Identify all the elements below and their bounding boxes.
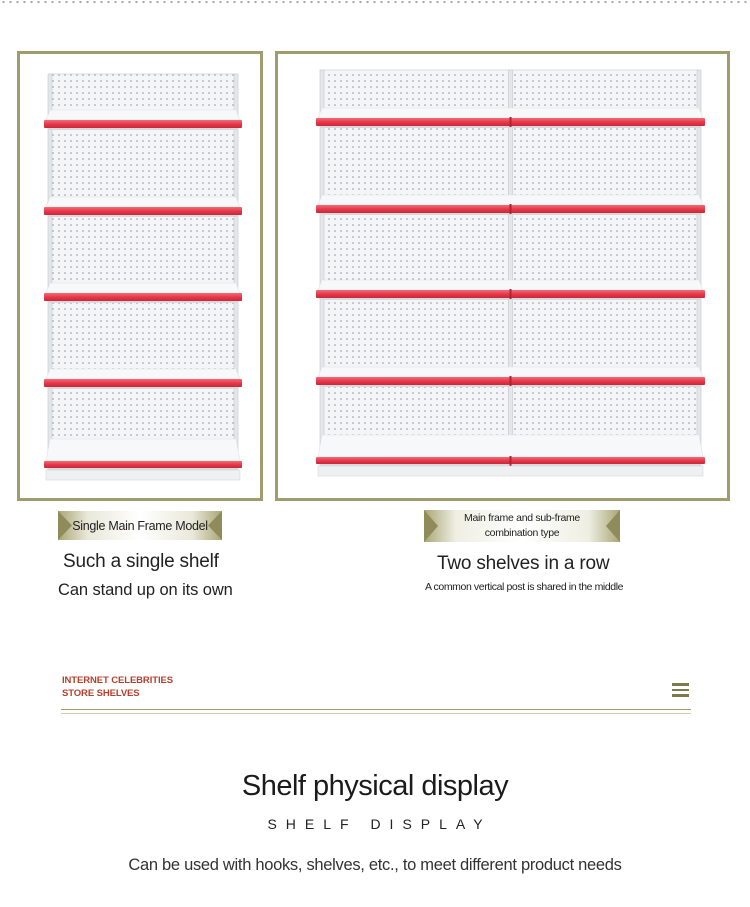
banner-label-line-1: Main frame and sub-frame: [464, 512, 580, 524]
single-shelf-image-frame: [17, 51, 263, 501]
single-shelf-title: Such a single shelf: [63, 551, 219, 572]
double-shelf-title: Two shelves in a row: [437, 553, 610, 574]
shelf-unit: [44, 74, 242, 480]
double-shelf-image-frame: [275, 51, 730, 501]
banner-label-line-2: combination type: [484, 527, 560, 539]
brand-line-2: STORE SHELVES: [62, 688, 140, 699]
combination-type-banner: [424, 510, 620, 542]
single-frame-model-banner: [58, 511, 222, 540]
brand-line-1: INTERNET CELEBRITIES: [62, 675, 173, 686]
banner-label: Single Main Frame Model: [72, 518, 208, 533]
shelf-unit: [316, 70, 705, 476]
section-description: Can be used with hooks, shelves, etc., to meet different product needs: [128, 856, 622, 874]
section-title: Shelf physical display: [241, 770, 509, 802]
double-shelf-illustration: [278, 54, 727, 498]
brand-label: [62, 674, 173, 700]
divider-line-secondary: [61, 713, 691, 714]
dotted-top-border: [0, 0, 750, 4]
double-shelf-subtitle: A common vertical post is shared in the middle: [425, 581, 624, 593]
single-shelf-illustration: [20, 54, 260, 498]
divider-line: [61, 709, 691, 710]
section-subtitle: SHELF DISPLAY: [267, 816, 492, 832]
single-shelf-subtitle: Can stand up on its own: [58, 581, 233, 599]
hamburger-menu-icon[interactable]: [672, 683, 689, 698]
